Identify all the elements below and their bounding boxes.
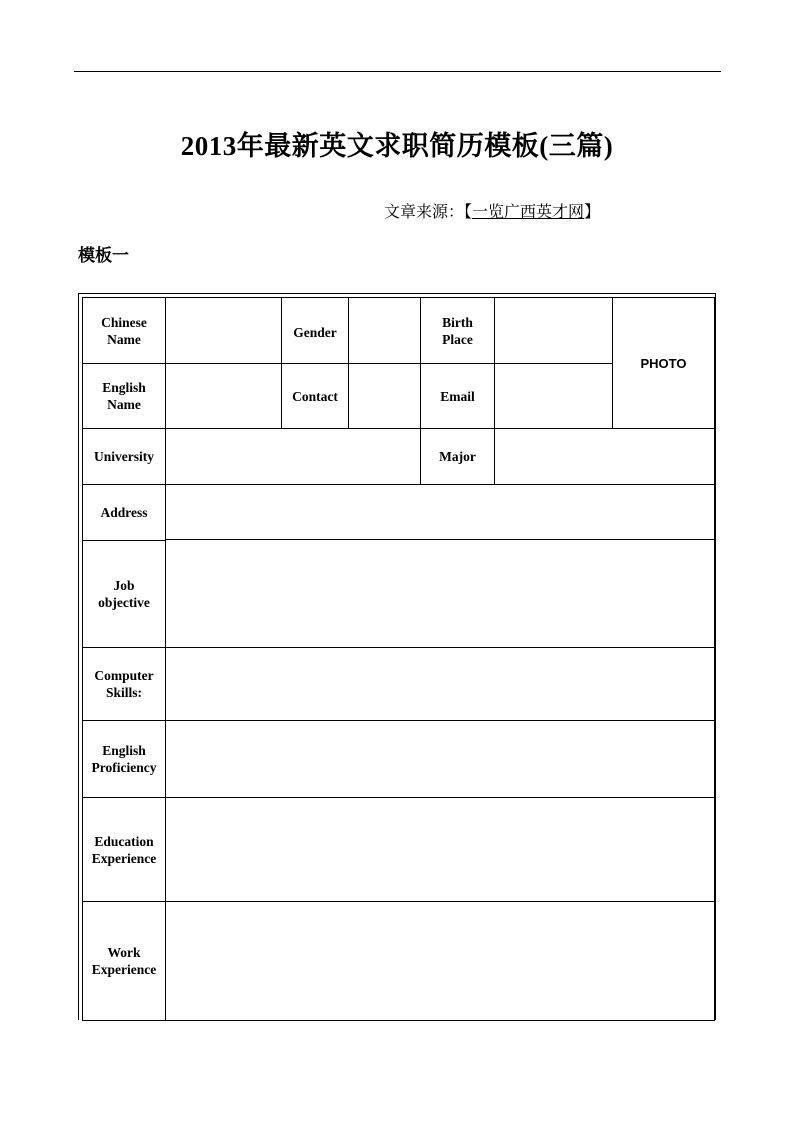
email-field[interactable] <box>494 363 613 429</box>
computer-skills-label-text: Computer Skills: <box>94 668 154 700</box>
address-label <box>82 484 166 541</box>
education-experience-label <box>82 797 166 902</box>
english-proficiency-label <box>82 720 166 798</box>
birth-place-label <box>420 297 495 364</box>
address-field[interactable] <box>165 484 715 540</box>
english-proficiency-label-text: English Proficiency <box>91 743 157 775</box>
document-title: 2013年最新英文求职简历模板(三篇) <box>180 131 614 161</box>
section-title: 模板一 <box>78 246 129 266</box>
job-objective-label-text: Job objective <box>98 578 150 610</box>
address-label-text: Address <box>100 505 148 520</box>
major-field[interactable] <box>494 428 715 485</box>
computer-skills-field[interactable] <box>165 647 715 721</box>
source-prefix: 文章来源：【 <box>384 202 473 221</box>
chinese-name-field[interactable] <box>165 297 282 364</box>
computer-skills-label <box>82 647 166 721</box>
work-experience-label <box>82 901 166 1021</box>
gender-label-text: Gender <box>293 325 337 340</box>
gender-label <box>281 297 349 364</box>
email-label-text: Email <box>440 388 475 404</box>
birth-place-field[interactable] <box>494 297 613 364</box>
photo-box[interactable] <box>612 297 715 429</box>
english-name-label-text: English Name <box>102 380 146 412</box>
photo-label-text: PHOTO <box>640 355 687 371</box>
work-experience-label-text: Work Experience <box>91 945 157 977</box>
university-label <box>82 428 166 485</box>
university-label-text: University <box>94 449 154 464</box>
contact-label-text: Contact <box>292 388 338 404</box>
contact-field[interactable] <box>348 363 421 429</box>
header-rule <box>74 71 721 72</box>
resume-form-table <box>78 293 716 1020</box>
job-objective-label <box>82 540 166 648</box>
university-field[interactable] <box>165 428 421 485</box>
chinese-name-label-text: Chinese Name <box>101 314 147 347</box>
work-experience-field[interactable] <box>165 901 715 1021</box>
email-label <box>420 363 495 429</box>
article-source <box>384 199 600 222</box>
major-label-text: Major <box>439 449 476 464</box>
education-experience-field[interactable] <box>165 797 715 902</box>
education-experience-label-text: Education Experience <box>91 833 157 866</box>
birth-place-label-text: Birth Place <box>442 314 473 347</box>
gender-field[interactable] <box>348 297 421 364</box>
source-suffix: 】 <box>584 202 601 221</box>
contact-label <box>281 363 349 429</box>
english-proficiency-field[interactable] <box>165 720 715 798</box>
chinese-name-label <box>82 297 166 364</box>
source-link[interactable]: 一览广西英才网 <box>472 202 585 221</box>
major-label <box>420 428 495 485</box>
english-name-label <box>82 363 166 429</box>
job-objective-field[interactable] <box>165 539 715 648</box>
english-name-field[interactable] <box>165 363 282 429</box>
